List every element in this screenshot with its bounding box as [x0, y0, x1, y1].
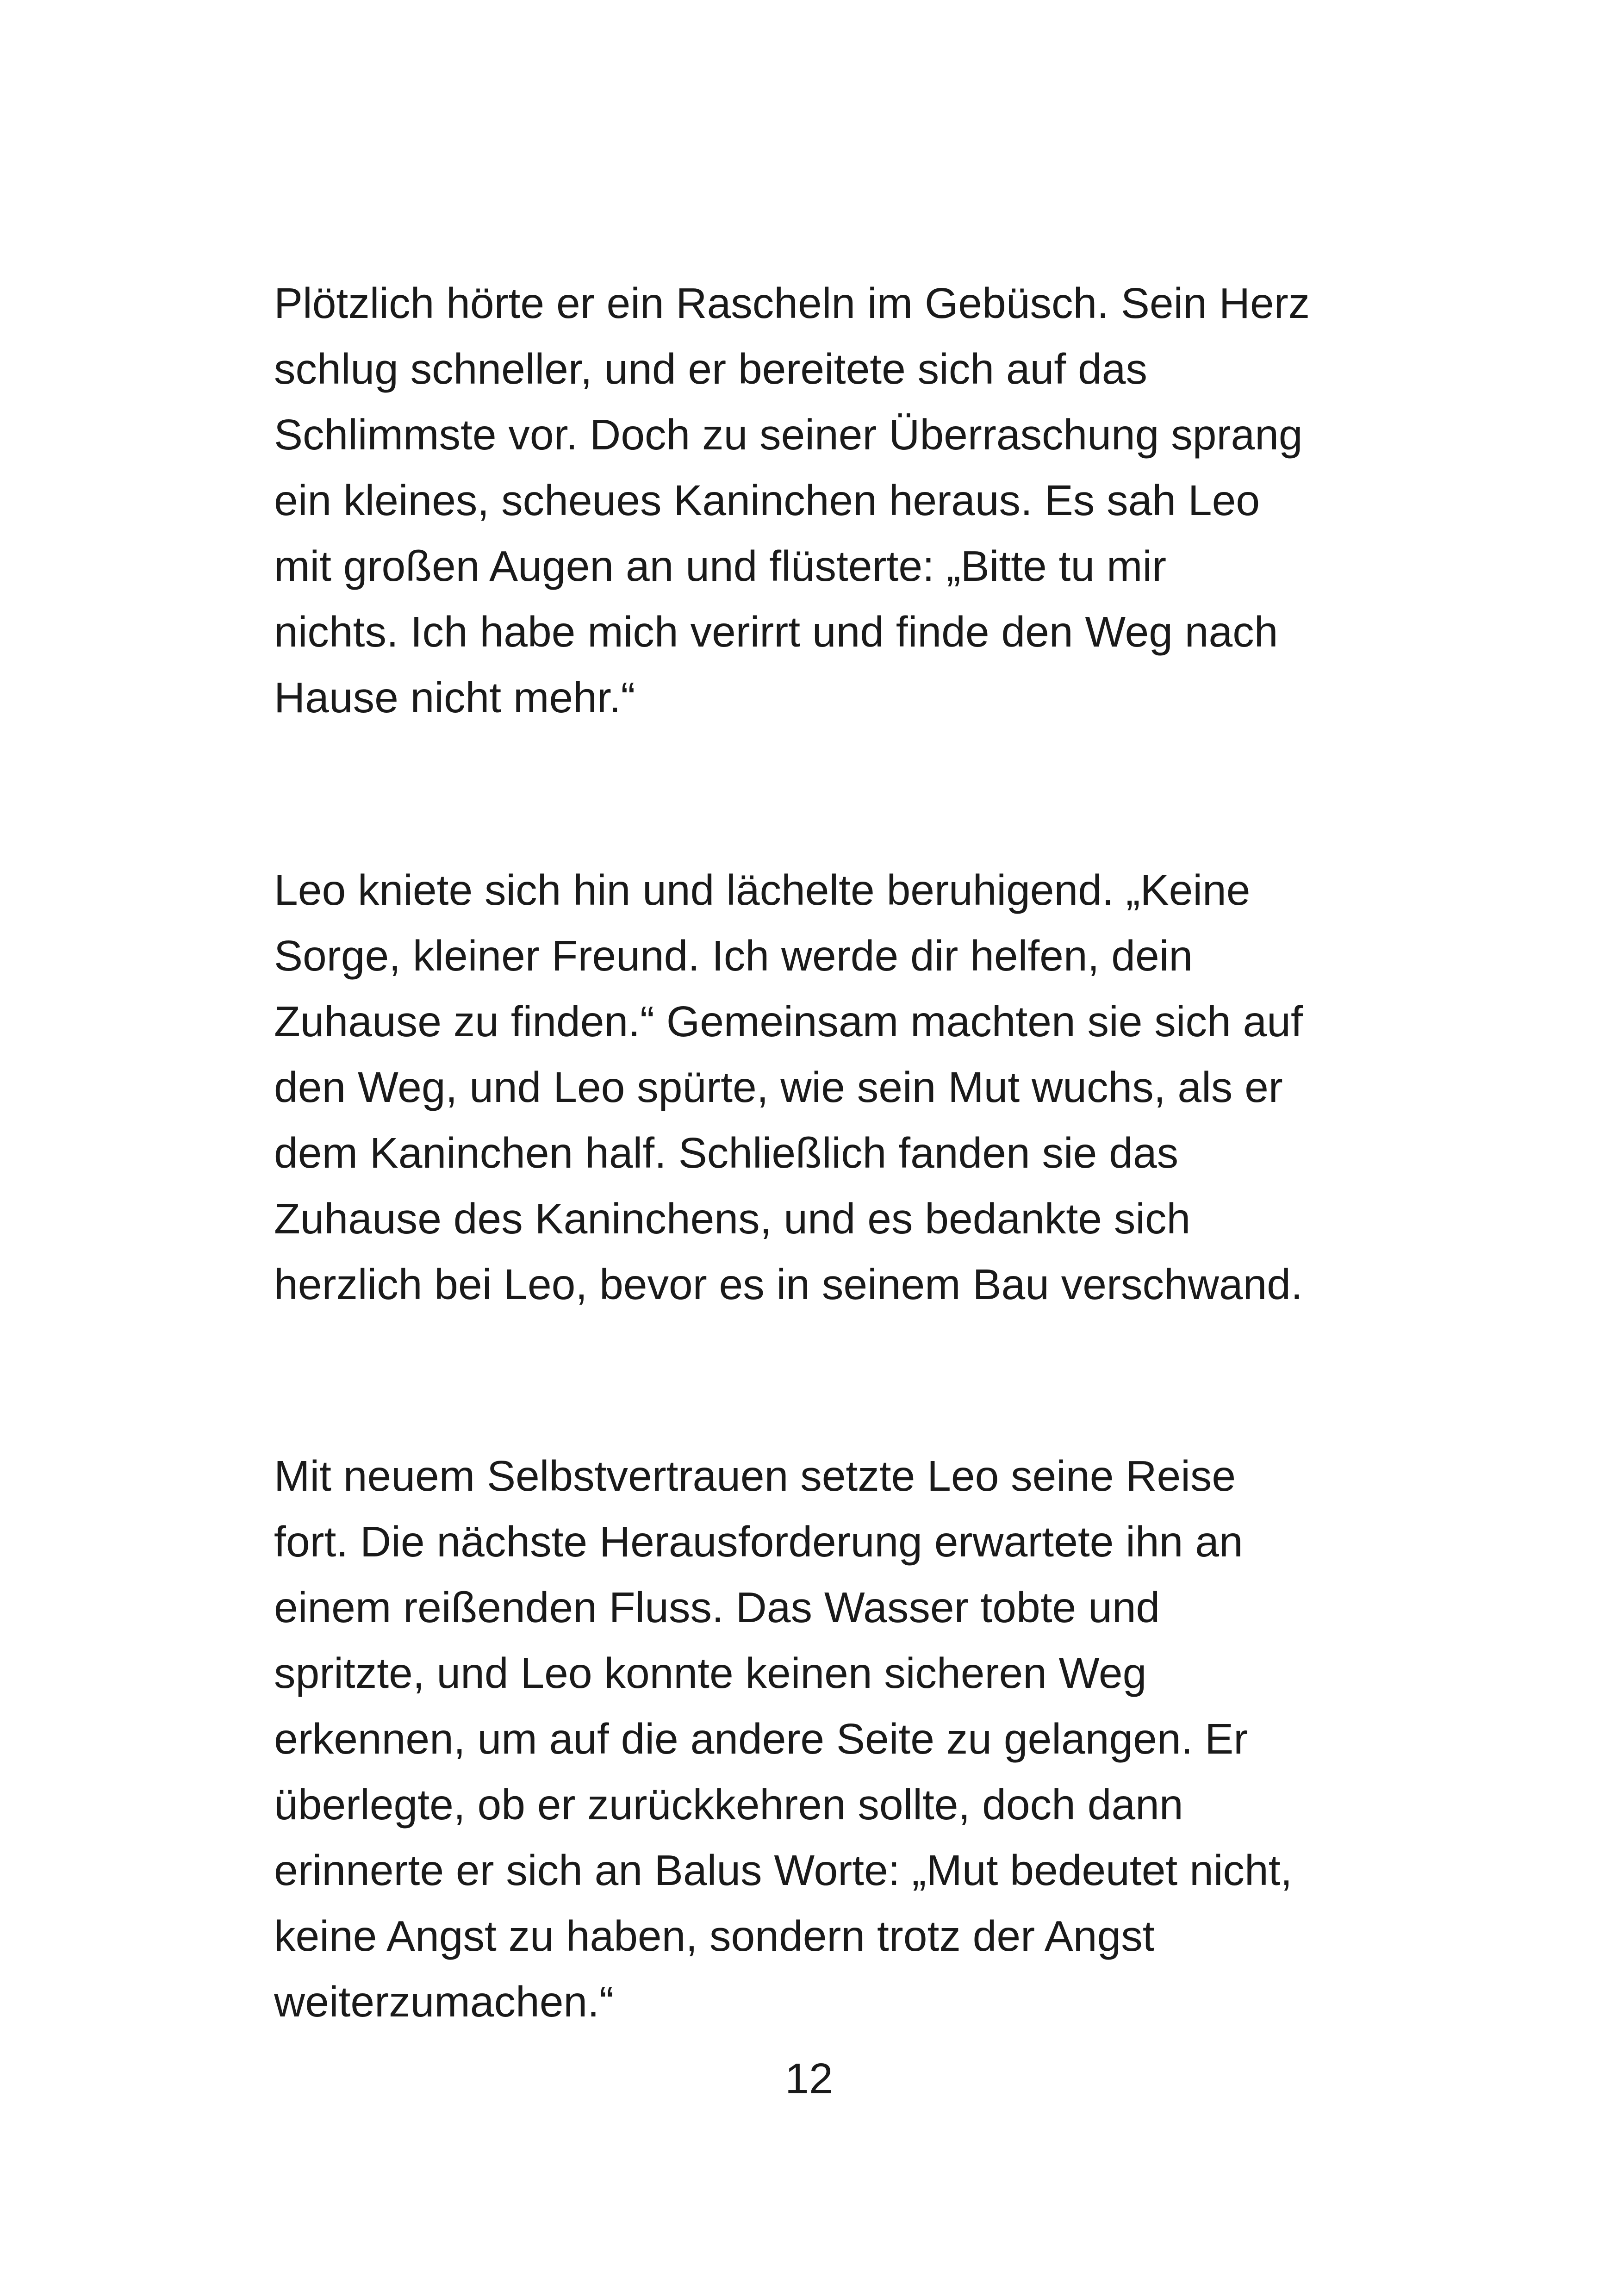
text-line: spritzte, und Leo konnte keinen sicheren Weg	[274, 1649, 1147, 1697]
text-line: schlug schneller, und er bereitete sich auf das	[274, 345, 1147, 393]
text-line: herzlich bei Leo, bevor es in seinem Bau verschwand.	[274, 1260, 1303, 1308]
paragraph-2	[274, 857, 1366, 1317]
text-line: Sorge, kleiner Freund. Ich werde dir helfen, dein	[274, 932, 1193, 980]
text-line: Mit neuem Selbstvertrauen setzte Leo seine Reise	[274, 1452, 1236, 1500]
text-line: weiterzumachen.“	[274, 1978, 614, 2026]
text-line: erinnerte er sich an Balus Worte: „Mut bedeutet nicht,	[274, 1846, 1293, 1894]
text-line: überlegte, ob er zurückkehren sollte, doch dann	[274, 1780, 1183, 1829]
text-line: Zuhause des Kaninchens, und es bedankte sich	[274, 1195, 1191, 1243]
text-line: einem reißenden Fluss. Das Wasser tobte und	[274, 1583, 1160, 1631]
text-line: keine Angst zu haben, sondern trotz der Angst	[274, 1912, 1155, 1960]
text-line: den Weg, und Leo spürte, wie sein Mut wuchs, als er	[274, 1063, 1283, 1111]
text-line: Schlimmste vor. Doch zu seiner Überraschung sprang	[274, 411, 1303, 459]
text-line: erkennen, um auf die andere Seite zu gelangen. Er	[274, 1715, 1248, 1763]
text-line: Plötzlich hörte er ein Rascheln im Gebüsch. Sein Herz	[274, 279, 1310, 327]
text-line: dem Kaninchen half. Schließlich fanden sie das	[274, 1129, 1179, 1177]
text-line: fort. Die nächste Herausforderung erwartete ihn an	[274, 1518, 1243, 1566]
text-line: Zuhause zu finden.“ Gemeinsam machten sie sich auf	[274, 997, 1303, 1045]
text-line: Hause nicht mehr.“	[274, 673, 635, 722]
paragraph-1	[274, 270, 1366, 730]
paragraph-3	[274, 1443, 1366, 2035]
text-line: ein kleines, scheues Kaninchen heraus. Es sah Leo	[274, 476, 1260, 524]
page-number: 12	[785, 2054, 833, 2103]
text-line: Leo kniete sich hin und lächelte beruhigend. „Keine	[274, 866, 1251, 914]
text-line: nichts. Ich habe mich verirrt und finde den Weg nach	[274, 608, 1278, 656]
text-line: mit großen Augen an und flüsterte: „Bitte tu mir	[274, 542, 1167, 590]
